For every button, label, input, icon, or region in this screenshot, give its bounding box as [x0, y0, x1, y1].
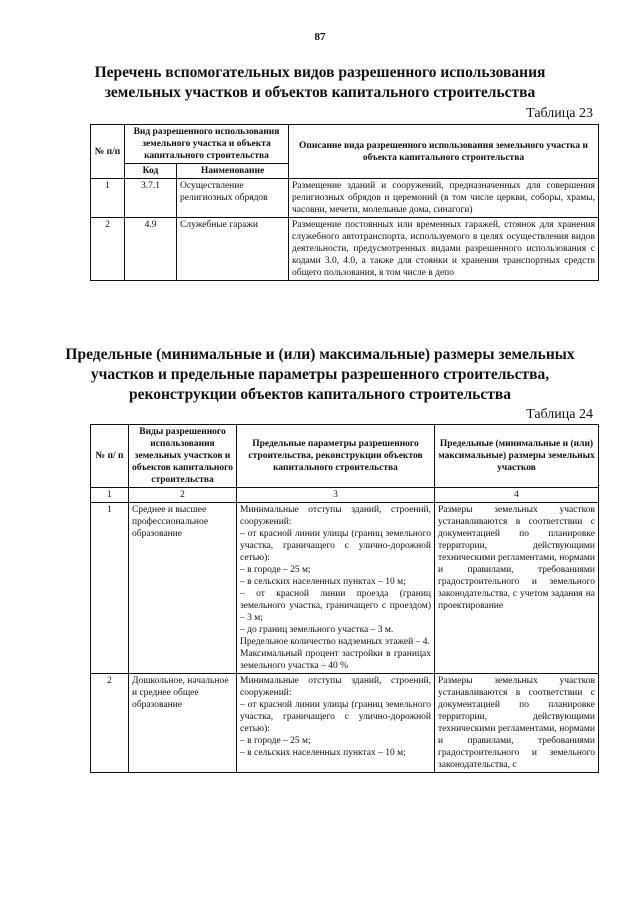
table24-label: Таблица 24 [526, 407, 593, 422]
section1-title-line1: Перечень вспомогательных видов разрешенного использования [94, 64, 546, 81]
t24-row1-param-line: – от красной линии улицы (границ земельного участка, граничащего с улично-дорожной сетью): [240, 529, 431, 563]
t24-row1-kind: Среднее и высшее профессиональное образование [129, 503, 237, 674]
t23-header-group: Вид разрешенного использования земельного участка и объекта капитального строительства [125, 125, 289, 164]
t23-row2-code: 4.9 [125, 218, 177, 281]
t24-row1-param-line: – в городе – 25 м; [240, 565, 311, 575]
section2-title-line2: участков и предельные параметры разрешенного строительства, [90, 366, 550, 383]
section2-title-line3: реконструкции объектов капитального строительства [129, 386, 511, 403]
table-row [91, 179, 599, 218]
section2-title [0, 345, 640, 405]
t23-header-num: № п/п [91, 125, 125, 179]
t24-header-sizes: Предельные (минимальные и (или) максимальные) размеры земельных участков [435, 425, 599, 488]
t24-row2-params [237, 674, 435, 773]
t23-header-name: Наименование [177, 164, 289, 179]
t24-colnum-3: 3 [237, 488, 435, 503]
t24-header-params: Предельные параметры разрешенного строительства, реконструкции объектов капитального строительства [237, 425, 435, 488]
t23-row2-desc: Размещение постоянных или временных гаражей, стоянок для хранения служебного автотранспорта, используемого в целях осуществления видов деятельности, предусмотренных видами разрешенного использования с кодами 3.0, 4.0, а также для стоянки и хранения транспортных средств общего пользования, в том числе в депо [289, 218, 599, 281]
t24-colnum-4: 4 [435, 488, 599, 503]
t24-row2-kind: Дошкольное, начальное и среднее общее образование [129, 674, 237, 773]
t24-col-numbers [91, 488, 599, 503]
t24-row1-param-line: Предельное количество надземных этажей – 4. [240, 637, 430, 647]
t24-row1-sizes: Размеры земельных участков устанавливаются в соответствии с документацией по планировке территории, действующими техническими регламентами, нормами и правилами, требованиями градостроительного и земельного законодательства, с учетом задания на проектирование [435, 503, 599, 674]
section2-title-line1: Предельные (минимальные и (или) максимальные) размеры земельных [65, 346, 575, 363]
t24-row1-param-line: Максимальный процент застройки в границах земельного участка – 40 % [240, 649, 431, 671]
t24-row1-param-line: Минимальные отступы зданий, строений, сооружений: [240, 505, 431, 527]
table23-label: Таблица 23 [526, 106, 593, 121]
section1-title [0, 63, 640, 103]
t24-row2-param-line: – в городе – 25 м; [240, 736, 311, 746]
table-row [91, 503, 599, 674]
t24-row1-param-line: – до границ земельного участка – 3 м. [240, 625, 394, 635]
t23-row1-desc: Размещение зданий и сооружений, предназначенных для совершения религиозных обрядов и церемоний (в том числе церкви, соборы, храмы, часовни, мечети, молельные дома, синагоги) [289, 179, 599, 218]
t23-row1-code: 3.7.1 [125, 179, 177, 218]
table-23 [90, 124, 599, 281]
t24-colnum-2: 2 [129, 488, 237, 503]
t24-row1-param-line: – в сельских населенных пунктах – 10 м; [240, 577, 406, 587]
t24-row1-param-line: – от красной линии проезда (границ земельного участка, граничащего с проездом) – 3 м; [240, 589, 431, 623]
t24-colnum-1: 1 [91, 488, 129, 503]
t24-row2-sizes: Размеры земельных участков устанавливаются в соответствии с документацией по планировке территории, действующими техническими регламентами, нормами и правилами, требованиями градостроительного и земельного законодательства, с [435, 674, 599, 773]
t23-row1-num: 1 [91, 179, 125, 218]
t23-row2-num: 2 [91, 218, 125, 281]
section1-title-line2: земельных участков и объектов капитального строительства [104, 84, 536, 101]
t24-row2-param-line: – в сельских населенных пунктах – 10 м; [240, 748, 406, 758]
t23-row2-name: Служебные гаражи [177, 218, 289, 281]
table-row [91, 218, 599, 281]
t24-row2-param-line: Минимальные отступы зданий, строений, сооружений: [240, 676, 431, 698]
t23-row1-name: Осуществление религиозных обрядов [177, 179, 289, 218]
t24-row1-params [237, 503, 435, 674]
t24-header-kinds: Виды разрешенного использования земельных участков и объектов капитального строительства [129, 425, 237, 488]
t24-row2-num: 2 [91, 674, 129, 773]
t24-row2-param-line: – от красной линии улицы (границ земельного участка, граничащего с улично-дорожной сетью): [240, 700, 431, 734]
t24-header-num: № п/ п [91, 425, 129, 488]
t24-row1-num: 1 [91, 503, 129, 674]
table-row [91, 674, 599, 773]
t23-header-desc: Описание вида разрешенного использования земельного участка и объекта капитального строительства [289, 125, 599, 179]
table-24 [90, 424, 599, 773]
t23-header-code: Код [125, 164, 177, 179]
page-number: 87 [314, 31, 326, 43]
